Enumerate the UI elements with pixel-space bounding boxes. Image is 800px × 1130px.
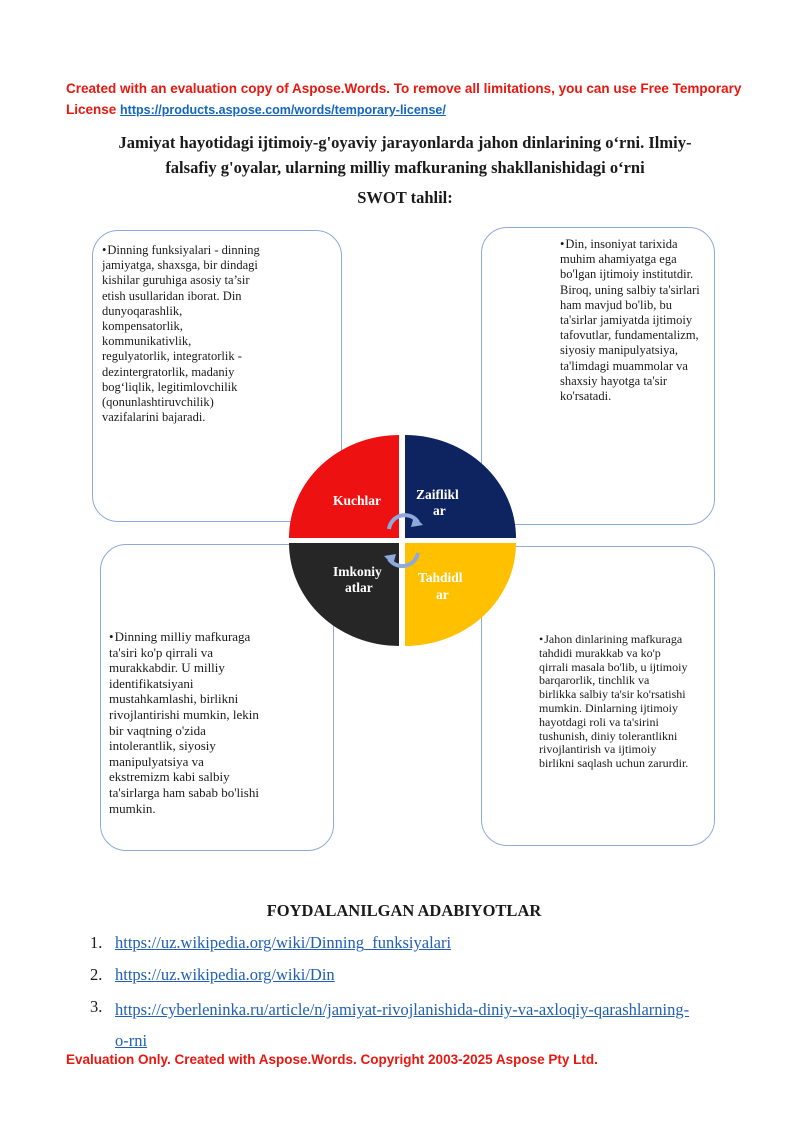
threats-label-line-1: Tahdidl [418,570,463,585]
weaknesses-label-line-2: ar [433,503,446,518]
reference-link[interactable]: https://uz.wikipedia.org/wiki/Dinning_funksiyalari [115,933,452,952]
swot-subtitle: SWOT tahlil: [357,188,453,207]
bullet-icon: • [102,243,107,257]
opportunities-text-content: Dinning milliy mafkuraga ta'siri ko'p qirrali va murakkabdir. U milliy identifikatsiyani mustahkamlashi, birlikni rivojlantirishi mumkin, lekin bir vaqtning o'zida intolerantlik, siyosiy manipulyatsiya va ekstremizm kabi salbiy ta'sirlarga ham sabab bo'lishi mumkin. [109,629,259,816]
evaluation-notice-text: Created with an evaluation copy of Aspose.Words. To remove all limitations, you can use Free Temporary License [66,81,742,117]
weaknesses-text-content: Din, insoniyat tarixida muhim ahamiyatga ega bo'lgan ijtimoiy institutdir. Biroq, uning salbiy ta'sirlari ham mavjud bo'lib, bu ta'sirlar jamiyatda ijtimoiy tafovutlar, fundamentalizm, siyosiy manipulyatsiya, ta'limdagi muammolar va shaxsiy hayotga ta'sir ko'rsatadi. [560,237,700,404]
opportunities-label-line-1: Imkoniy [333,564,382,579]
references-heading: FOYDALANILGAN ADABIYOTLAR [266,901,542,920]
weaknesses-label-line-1: Zaiflikl [416,487,459,502]
evaluation-notice [66,78,746,121]
reference-number: 2. [90,965,103,984]
evaluation-footer: Evaluation Only. Created with Aspose.Words. Copyright 2003-2025 Aspose Pty Ltd. [66,1052,598,1067]
threats-label-line-2: ar [436,587,449,602]
reference-item [90,962,770,994]
temporary-license-link[interactable]: https://products.aspose.com/words/temporary-license/ [120,103,446,117]
threats-quadrant [405,543,516,646]
reference-number: 3. [90,997,103,1016]
strengths-text-content: Dinning funksiyalari - dinning jamiyatga, shaxsga, bir dindagi kishilar guruhiga asosiy ta’sir etish usullaridan iborat. Din dunyoqarashlik, kompensatorlik, kommunikativlik, regulyatorlik, integratorlik - dezintergratorlik, madaniy bog‘liqlik, legitimlovchilik (qonunlashtiruvchilik) vazifalarini bajaradi. [102,243,260,425]
reference-link[interactable]: https://cyberleninka.ru/article/n/jamiyat-rivojlanishida-diniy-va-axloqiy-qarashlarning-o-rni [115,1000,690,1050]
opportunities-text [109,629,259,816]
strengths-text [102,243,262,425]
reference-item [90,930,770,962]
document-title-line-2: falsafiy g'oyalar, ularning milliy mafkuraning shakllanishidagi o‘rni [165,158,645,177]
swot-cycle-diagram [287,433,520,648]
reference-item [90,994,770,1054]
bullet-icon: • [539,632,544,646]
strengths-quadrant [289,435,399,538]
threats-text-content: Jahon dinlarining mafkuraga tahdidi murakkab va ko'p qirrali masala bo'lib, u ijtimoiy barqarorlik, tinchlik va birlikka salbiy ta'sir ko'rsatishi mumkin. Dinlarning ijtimoiy hayotdagi roli va ta'sirini tushunish, diniy tolerantlikni rivojlantirish va ijtimoiy birlikni saqlash uchun zarurdir. [539,632,689,771]
bullet-icon: • [109,629,114,644]
document-title [40,130,770,180]
strengths-label: Kuchlar [333,493,382,508]
references-list [90,930,770,1054]
document-title-line-1: Jamiyat hayotidagi ijtimoiy-g'oyaviy jarayonlarda jahon dinlarining o‘rni. Ilmiy- [118,133,692,152]
reference-link[interactable]: https://uz.wikipedia.org/wiki/Din [115,965,335,984]
weaknesses-text [560,237,708,404]
threats-text [539,633,689,771]
bullet-icon: • [560,237,565,251]
opportunities-quadrant [289,543,399,646]
reference-number: 1. [90,933,103,952]
opportunities-label-line-2: atlar [345,580,373,595]
